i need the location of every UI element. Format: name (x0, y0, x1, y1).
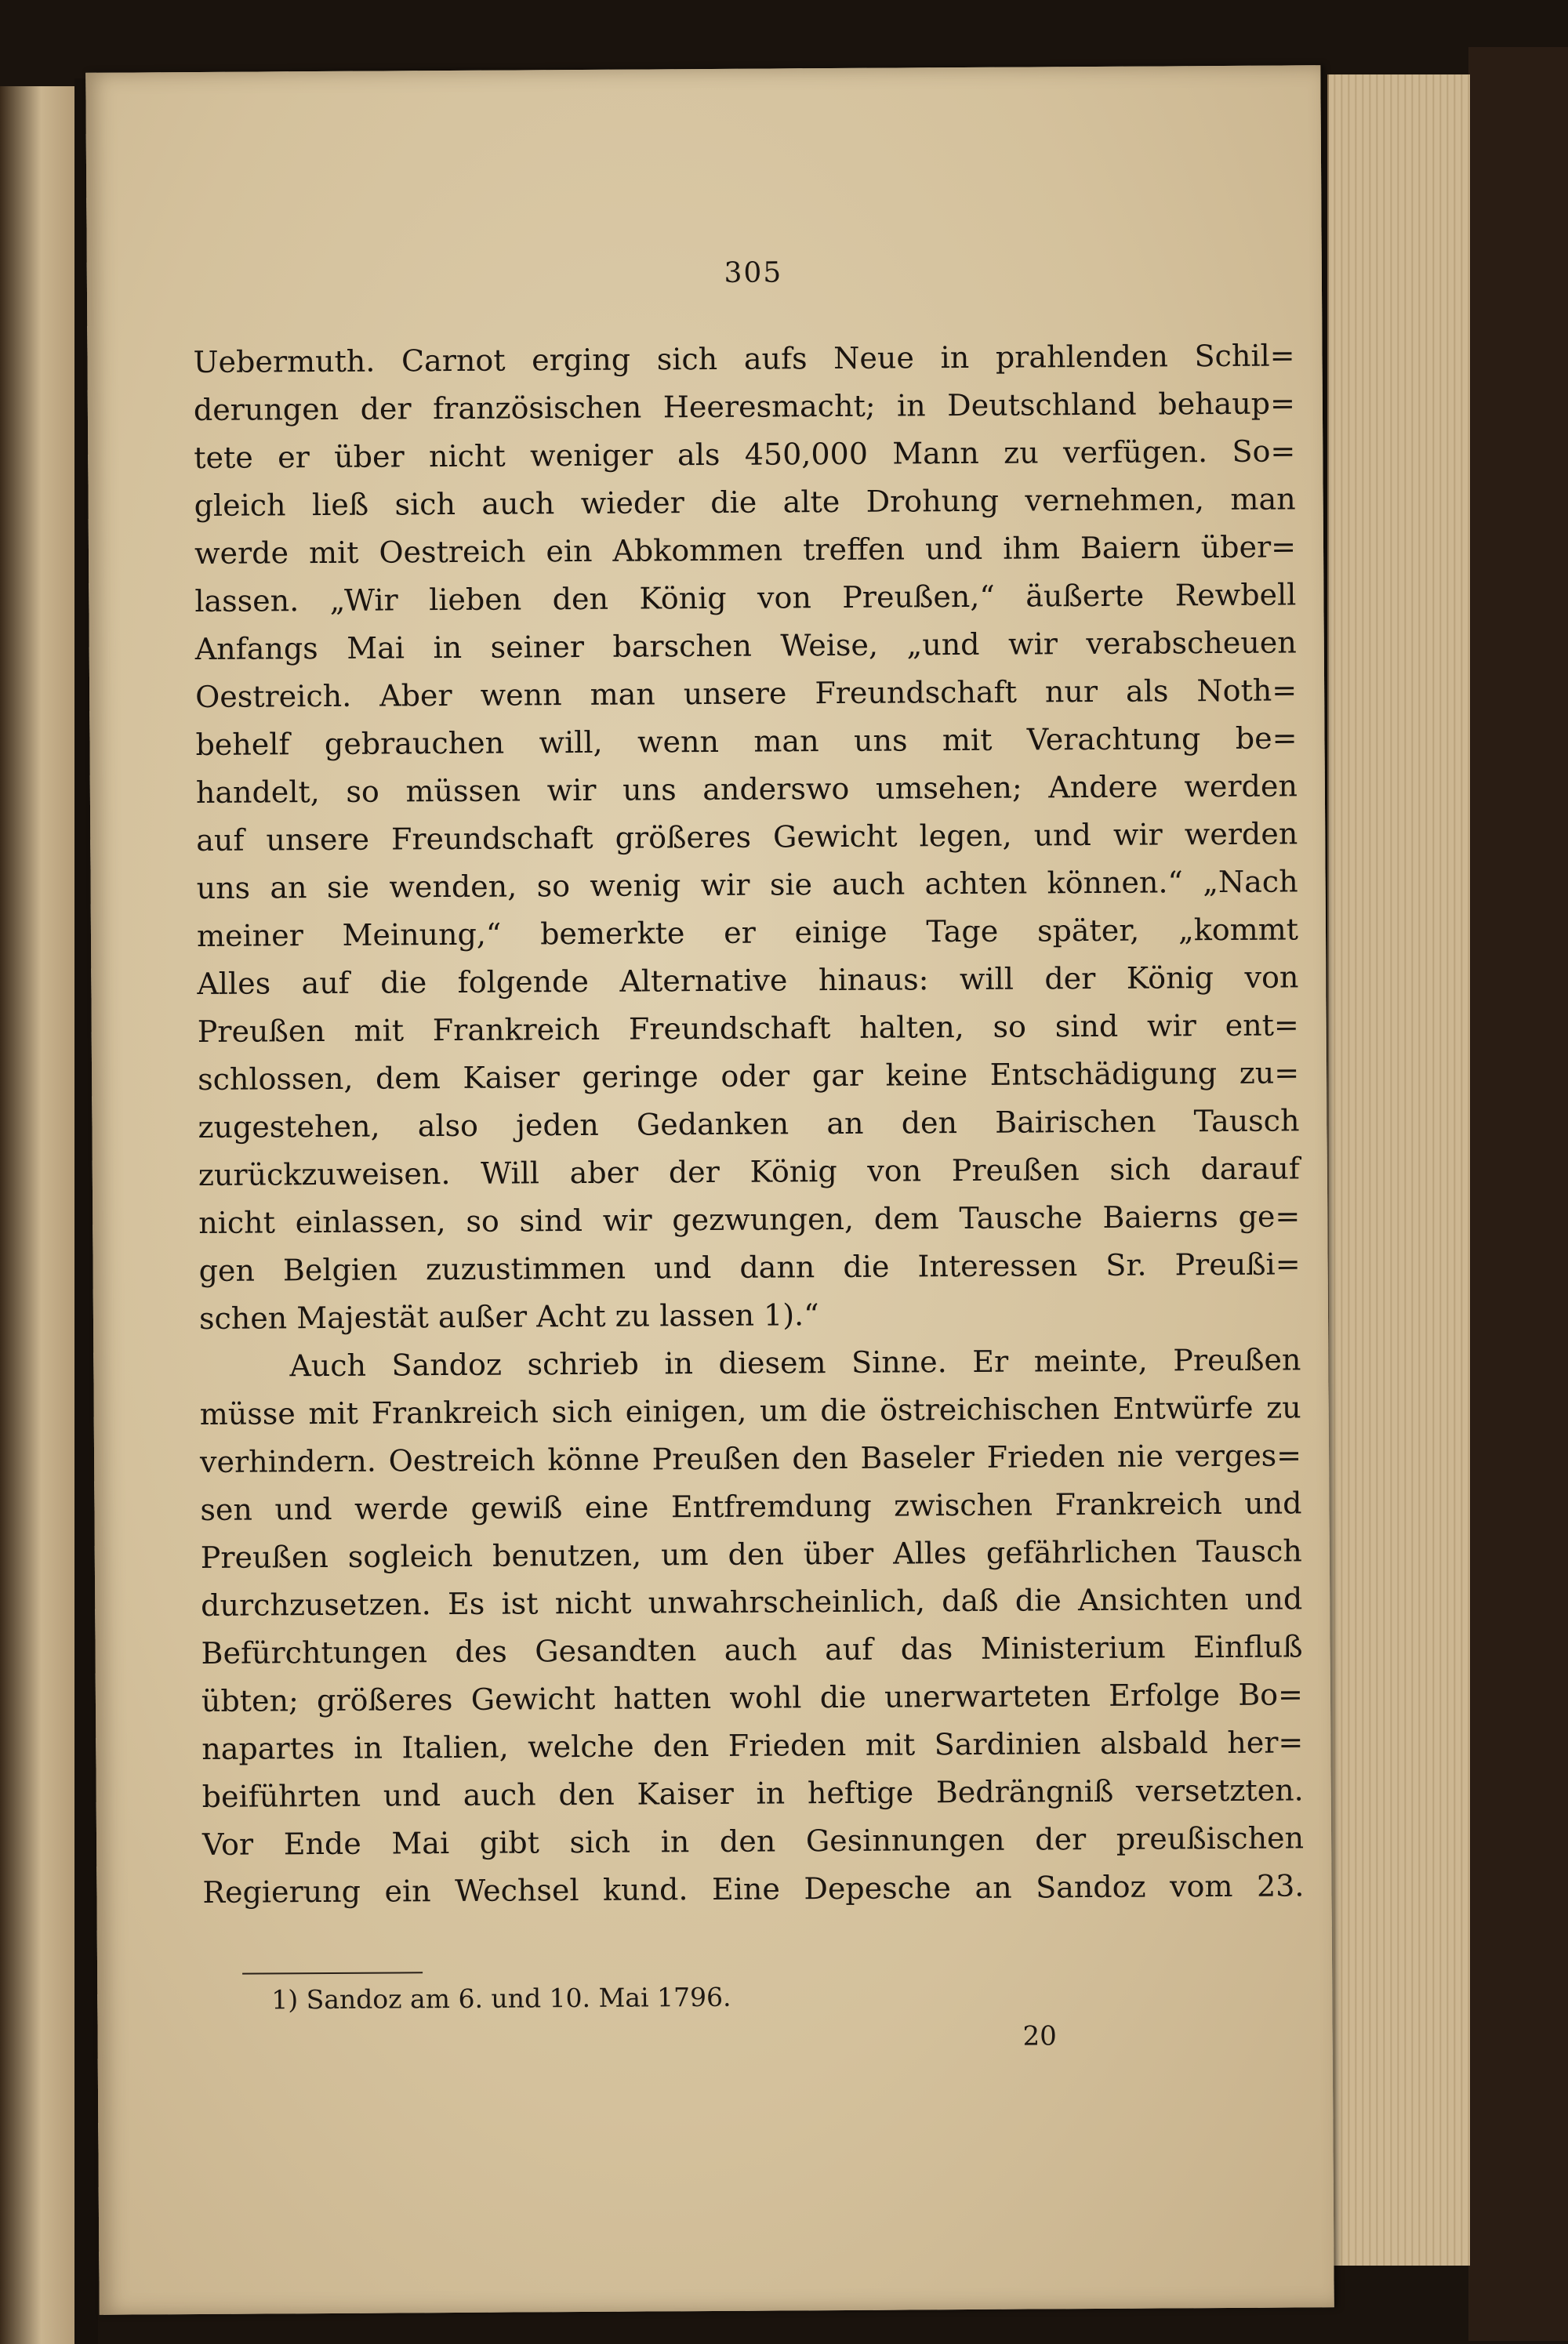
text-line: sen und werde gewiß eine Entfremdung zwischen Frankreich und (200, 1486, 1302, 1527)
text-line: napartes in Italien, welche den Frieden mit Sardinien alsbald her= (201, 1725, 1304, 1766)
text-line: Oestreich. Aber wenn man unsere Freundschaft nur als Noth= (195, 673, 1298, 714)
text-line: Auch Sandoz schrieb in diesem Sinne. Er meinte, Preußen (289, 1342, 1301, 1384)
book-page (85, 65, 1334, 2315)
text-line: übten; größeres Gewicht hatten wohl die unerwarteten Erfolge Bo= (201, 1677, 1304, 1718)
text-line: zugestehen, also jeden Gedanken an den Bairischen Tausch (198, 1103, 1300, 1145)
text-line: Befürchtungen des Gesandten auch auf das Ministerium Einfluß (201, 1629, 1303, 1671)
text-line: Uebermuth. Carnot erging sich aufs Neue in prahlenden Schil= (193, 338, 1295, 380)
footnote-rule (242, 1972, 423, 1974)
body-text (193, 332, 1304, 1917)
text-line: müsse mit Frankreich sich einigen, um die östreichischen Entwürfe zu (199, 1390, 1301, 1431)
text-line: uns an sie wenden, so wenig wir sie auch achten können.“ „Nach (196, 864, 1298, 905)
text-line: gleich ließ sich auch wieder die alte Drohung vernehmen, man (194, 481, 1296, 524)
text-line: schen Majestät außer Acht zu lassen 1).“ (198, 1297, 819, 1336)
text-line: lassen. „Wir lieben den König von Preußen,“ äußerte Rewbell (194, 577, 1297, 619)
page-number: 305 (724, 256, 783, 289)
text-line: Regierung ein Wechsel kund. Eine Depesche an Sandoz vom 23. (202, 1868, 1305, 1910)
text-line: auf unsere Freundschaft größeres Gewicht legen, und wir werden (196, 816, 1298, 858)
text-line: Anfangs Mai in seiner barschen Weise, „und wir verabscheuen (194, 625, 1297, 666)
text-line: Vor Ende Mai gibt sich in den Gesinnungen der preußischen (201, 1820, 1305, 1862)
text-line: beiführten und auch den Kaiser in heftige Bedrängniß versetzten. (201, 1773, 1304, 1814)
text-line: Alles auf die folgende Alternative hinaus: will der König von (197, 960, 1299, 1001)
page-stack-edges (1327, 74, 1470, 2266)
text-line: behelf gebrauchen will, wenn man uns mit Verachtung be= (195, 720, 1298, 762)
signature-mark: 20 (1022, 2020, 1057, 2052)
text-line: tete er über nicht weniger als 450,000 Mann zu verfügen. So= (194, 434, 1296, 476)
text-line: durchzusetzen. Es ist nicht unwahrscheinlich, daß die Ansichten und (201, 1581, 1303, 1623)
text-line: gen Belgien zuzustimmen und dann die Interessen Sr. Preußi= (198, 1246, 1301, 1288)
text-line: werde mit Oestreich ein Abkommen treffen und ihm Baiern über= (194, 529, 1297, 571)
text-line: schlossen, dem Kaiser geringe oder gar keine Entschädigung zu= (197, 1055, 1300, 1097)
book-cover-board (1468, 47, 1568, 2341)
text-line: verhindern. Oestreich könne Preußen den Baseler Frieden nie verges= (199, 1438, 1302, 1479)
text-line: Preußen sogleich benutzen, um den über Alles gefährlichen Tausch (200, 1533, 1302, 1575)
text-line: zurückzuweisen. Will aber der König von Preußen sich darauf (198, 1151, 1300, 1192)
text-line: derungen der französischen Heeresmacht; in Deutschland behaup= (193, 386, 1296, 428)
facing-page-edge (0, 86, 79, 2344)
text-line: meiner Meinung,“ bemerkte er einige Tage später, „kommt (196, 912, 1299, 953)
text-line: Preußen mit Frankreich Freundschaft halten, so sind wir ent= (197, 1007, 1299, 1049)
text-line: handelt, so müssen wir uns anderswo umsehen; Andere werden (195, 768, 1298, 810)
text-line: nicht einlassen, so sind wir gezwungen, dem Tausche Baierns ge= (198, 1199, 1301, 1240)
footnote: 1) Sandoz am 6. und 10. Mai 1796. (271, 1981, 731, 2016)
